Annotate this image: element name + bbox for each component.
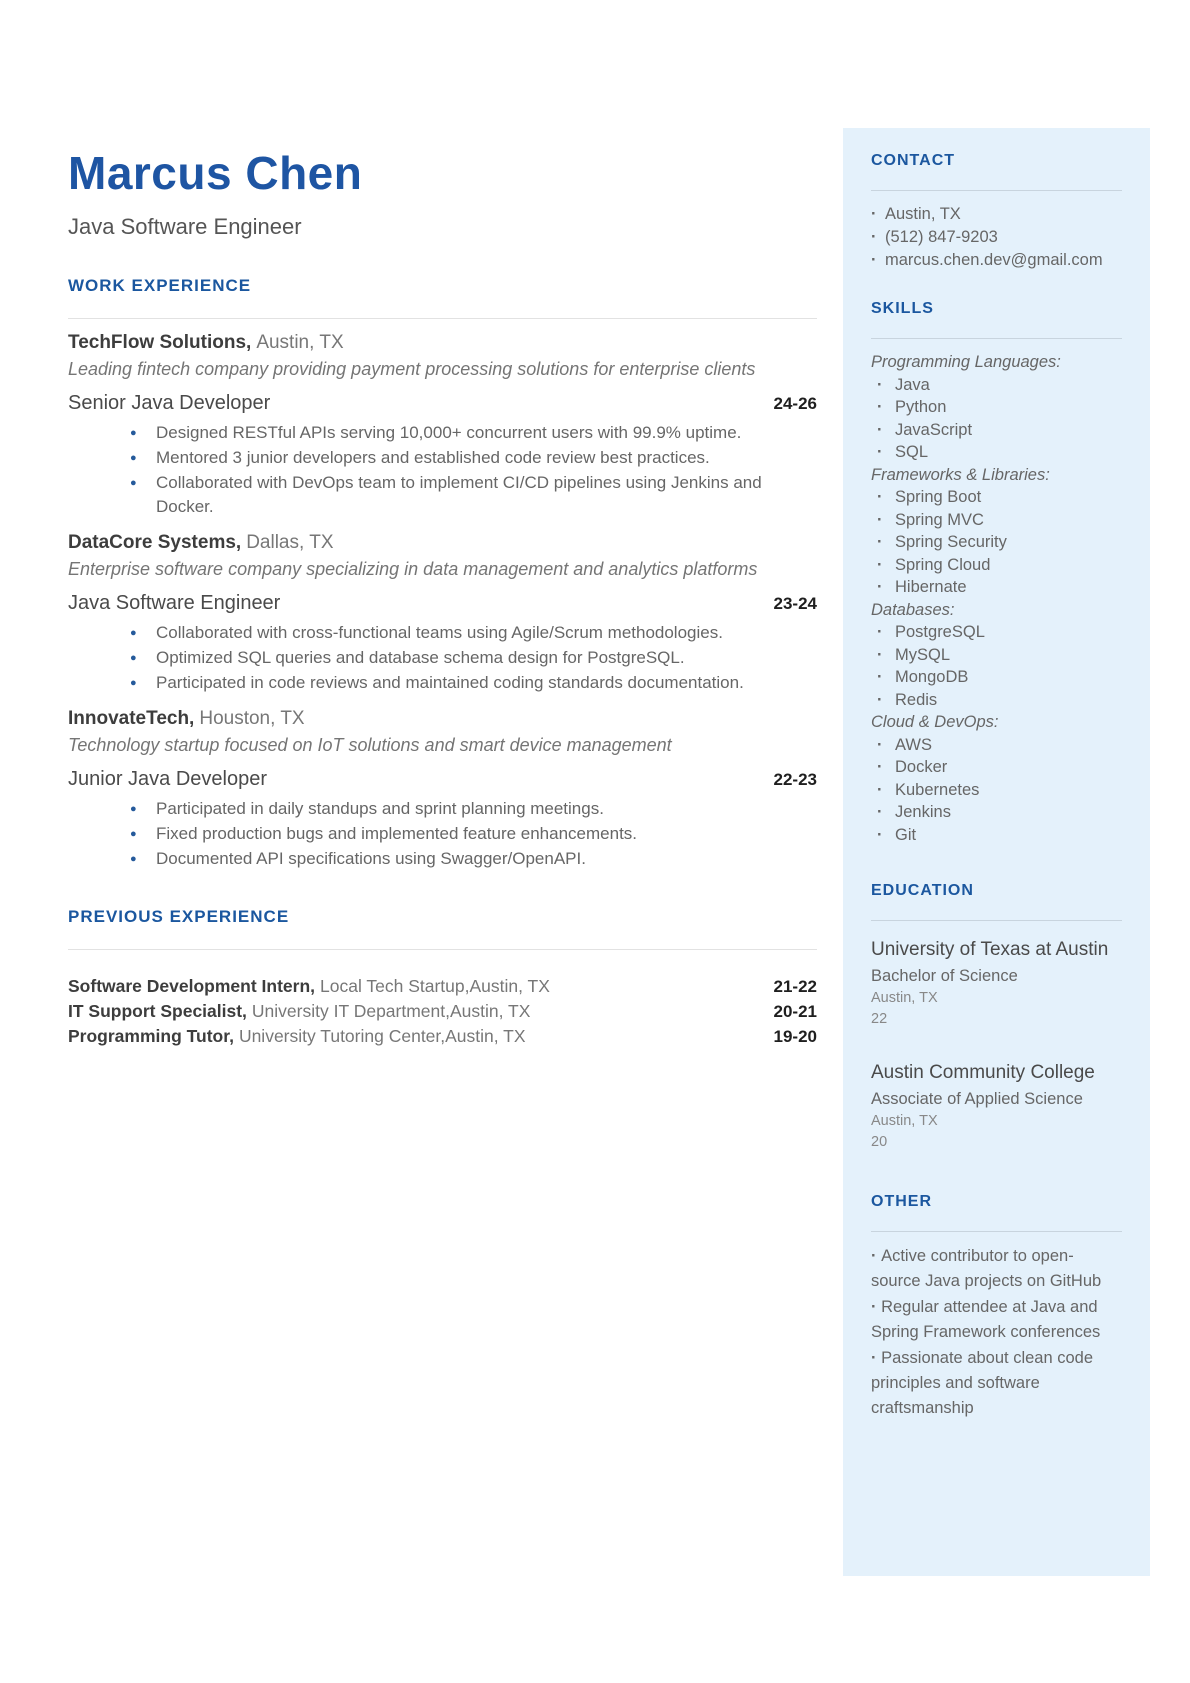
section-divider [68,318,817,319]
school-name: University of Texas at Austin [871,939,1109,960]
previous-role: Programming Tutor, [68,1026,234,1046]
sidebar-divider [871,920,1122,921]
person-title: Java Software Engineer [68,214,302,239]
degree: Associate of Applied Science [871,1090,1083,1108]
skill-item: · JavaScript [871,419,1122,442]
company-block [68,332,817,519]
sidebar [843,128,1150,1576]
sidebar-divider [871,338,1122,339]
previous-experience-heading: PREVIOUS EXPERIENCE [68,907,290,926]
role-dates: 23-24 [773,594,817,613]
company-description: Enterprise software company specializing in data management and analytics platforms [68,559,758,579]
skills-heading: SKILLS [871,300,934,317]
company-name: TechFlow Solutions, [68,332,252,353]
sidebar-divider [871,190,1122,191]
role-bullets [68,797,817,871]
skill-group-label: Cloud & DevOps: [871,713,999,731]
skill-item: · Redis [871,689,1122,712]
skill-item: · Jenkins [871,801,1122,824]
skill-item: · Spring MVC [871,509,1122,532]
skill-item: · Java [871,374,1122,397]
previous-role: Software Development Intern, [68,976,315,996]
company-name: InnovateTech, [68,708,195,729]
role-bullets [68,421,817,519]
school-location: Austin, TX [871,1113,938,1129]
previous-org: University Tutoring Center,Austin, TX [238,1026,526,1046]
previous-org: University IT Department,Austin, TX [251,1001,531,1021]
graduation-year: 22 [871,1011,888,1027]
company-location: Houston, TX [199,708,305,729]
skill-item: · Docker [871,756,1122,779]
contact-email: · marcus.chen.dev@gmail.com [871,249,1122,272]
previous-experience-list [68,974,817,1049]
bullet-item: ● Participated in code reviews and maintained coding standards documentation. [128,671,817,695]
contact-phone: · (512) 847-9203 [871,226,1122,249]
role-row [68,392,817,415]
company-description: Leading fintech company providing payment processing solutions for enterprise clients [68,359,756,379]
role-row [68,768,817,791]
skill-item: · MongoDB [871,666,1122,689]
skill-group-label: Frameworks & Libraries: [871,465,1050,484]
role-title: Senior Java Developer [68,392,271,414]
section-divider [68,949,817,950]
other-heading: OTHER [871,1193,932,1210]
bullet-item: ● Collaborated with DevOps team to implement CI/CD pipelines using Jenkins and Docker. [128,471,817,519]
company-line [68,332,817,354]
other-item: · Active contributor to open-source Java projects on GitHub [871,1244,1122,1294]
skill-item: · Spring Cloud [871,554,1122,577]
role-dates: 24-26 [773,394,817,413]
previous-experience-row [68,1024,817,1049]
previous-experience-row [68,999,817,1024]
previous-role-line [68,999,530,1024]
bullet-item: ● Mentored 3 junior developers and established code review best practices. [128,446,817,470]
school-name: Austin Community College [871,1062,1095,1083]
skill-item: · MySQL [871,644,1122,667]
skill-group-label: Databases: [871,600,955,619]
education-entry [871,937,1122,1030]
company-block [68,708,817,871]
role-title: Java Software Engineer [68,592,281,614]
previous-experience-row [68,974,817,999]
graduation-year: 20 [871,1134,888,1150]
bullet-item: ● Collaborated with cross-functional teams using Agile/Scrum methodologies. [128,621,817,645]
previous-dates: 19-20 [773,1027,817,1046]
contact-heading: CONTACT [871,152,956,169]
education-entry [871,1060,1122,1153]
skill-item: · PostgreSQL [871,621,1122,644]
education-heading: EDUCATION [871,882,974,899]
skills-list [871,351,1122,846]
bullet-item: ● Documented API specifications using Swagger/OpenAPI. [128,847,817,871]
skill-item: · Kubernetes [871,779,1122,802]
role-row [68,592,817,615]
other-item: · Regular attendee at Java and Spring Framework conferences [871,1295,1122,1345]
work-experience-heading: WORK EXPERIENCE [68,276,252,295]
company-line [68,532,817,554]
person-name: Marcus Chen [68,147,363,199]
bullet-item: ● Participated in daily standups and sprint planning meetings. [128,797,817,821]
degree: Bachelor of Science [871,967,1018,985]
main-column [68,0,817,1049]
role-bullets [68,621,817,695]
contact-location: · Austin, TX [871,203,1122,226]
previous-role: IT Support Specialist, [68,1001,247,1021]
skill-item: · Hibernate [871,576,1122,599]
skill-item: · AWS [871,734,1122,757]
skill-item: · Spring Boot [871,486,1122,509]
contact-list [871,203,1122,272]
bullet-item: ● Designed RESTful APIs serving 10,000+ concurrent users with 99.9% uptime. [128,421,817,445]
company-line [68,708,817,730]
company-location: Dallas, TX [246,532,334,553]
bullet-item: ● Fixed production bugs and implemented feature enhancements. [128,822,817,846]
other-item: · Passionate about clean code principles and software craftsmanship [871,1346,1122,1421]
school-location: Austin, TX [871,990,938,1006]
skill-item: · Git [871,824,1122,847]
skill-group-label: Programming Languages: [871,353,1061,371]
skill-item: · Python [871,396,1122,419]
skill-item: · Spring Security [871,531,1122,554]
company-block [68,532,817,695]
previous-role-line [68,1024,526,1049]
skill-item: · SQL [871,441,1122,464]
previous-org: Local Tech Startup,Austin, TX [320,976,550,996]
previous-dates: 21-22 [773,977,817,996]
previous-role-line [68,974,550,999]
company-name: DataCore Systems, [68,532,242,553]
other-list [871,1244,1122,1421]
company-description: Technology startup focused on IoT solutions and smart device management [68,735,672,755]
sidebar-divider [871,1231,1122,1232]
role-title: Junior Java Developer [68,768,267,790]
bullet-item: ● Optimized SQL queries and database schema design for PostgreSQL. [128,646,817,670]
role-dates: 22-23 [773,770,817,789]
previous-dates: 20-21 [773,1002,817,1021]
company-location: Austin, TX [256,332,344,353]
